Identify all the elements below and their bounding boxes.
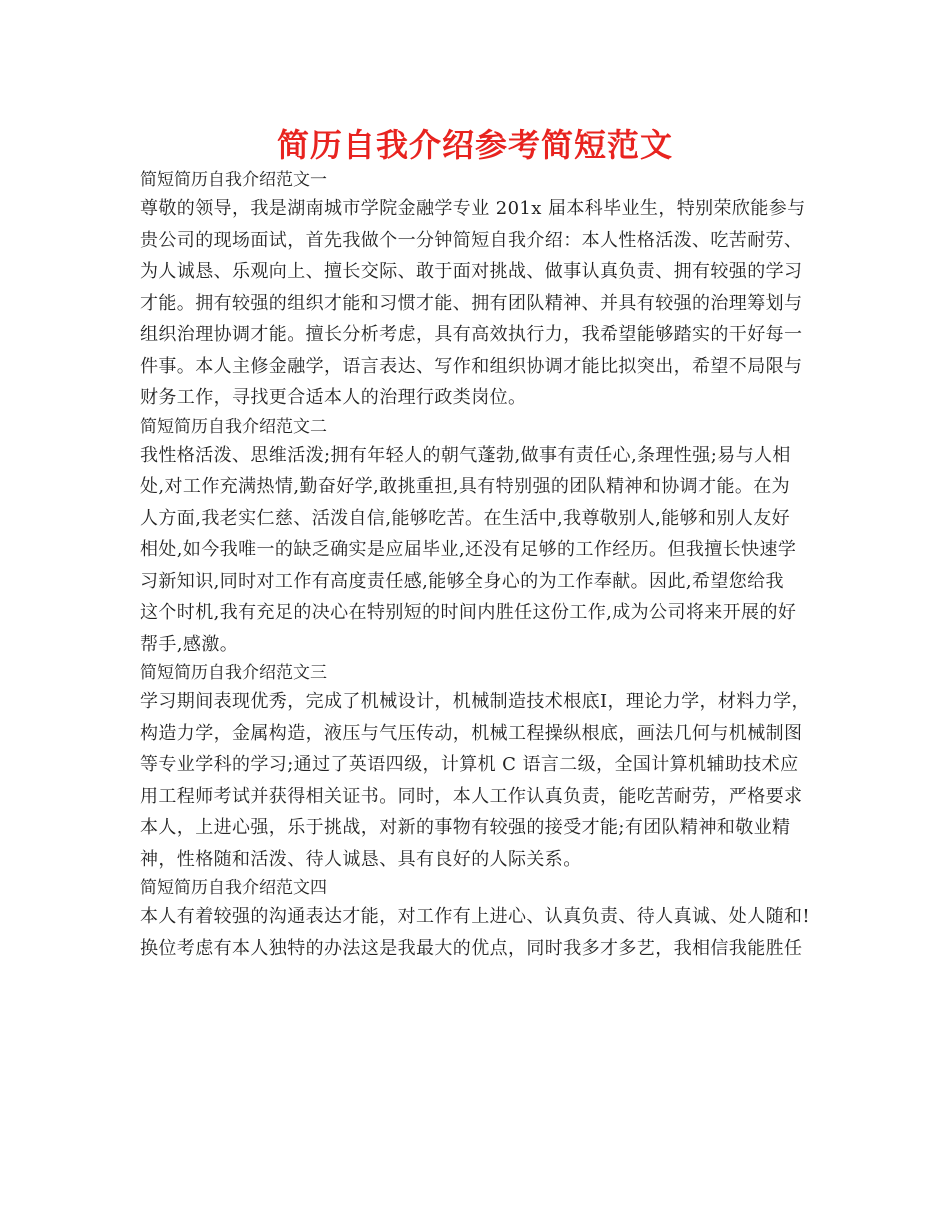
text-line: 组织治理协调才能。擅长分析考虑，具有高效执行力，我希望能够踏实的干好每一 <box>140 324 803 345</box>
text-line: 处,对工作充满热情,勤奋好学,敢挑重担,具有特别强的团队精神和协调才能。在为 <box>140 476 791 497</box>
section-paragraph-2 <box>140 440 816 661</box>
section-paragraph-4 <box>140 901 816 964</box>
section-heading-1: 简短简历自我介绍范文一 <box>140 170 327 190</box>
text-line: 尊敬的领导，我是湖南城市学院金融学专业 201x 届本科毕业生，特别荣欣能参与 <box>140 198 806 219</box>
text-line: 用工程师考试并获得相关证书。同时，本人工作认真负责，能吃苦耐劳，严格要求 <box>140 785 803 807</box>
text-line: 帮手,感激。 <box>140 633 239 655</box>
text-line: 件事。本人主修金融学，语言表达、写作和组织协调才能比拟突出，希望不局限与 <box>140 355 803 377</box>
text-line: 习新知识,同时对工作有高度责任感,能够全身心的为工作奉献。因此,希望您给我 <box>140 570 784 592</box>
text-line: 换位考虑有本人独特的办法这是我最大的优点，同时我多才多艺，我相信我能胜任 <box>140 937 803 959</box>
text-line: 为人诚恳、乐观向上、擅长交际、敢于面对挑战、做事认真负责、拥有较强的学习 <box>140 261 803 282</box>
document-title: 简历自我介绍参考简短范文 <box>276 126 673 164</box>
text-line: 本人，上进心强，乐于挑战，对新的事物有较强的接受才能;有团队精神和敬业精 <box>140 817 791 838</box>
text-line: 这个时机,我有充足的决心在特别短的时间内胜任这份工作,成为公司将来开展的好 <box>140 602 797 623</box>
section-heading-2: 简短简历自我介绍范文二 <box>140 416 327 437</box>
text-line: 本人有着较强的沟通表达才能，对工作有上进心、认真负责、待人真诚、处人随和! <box>140 906 811 927</box>
text-line: 人方面,我老实仁慈、活泼自信,能够吃苦。在生活中,我尊敬别人,能够和别人友好 <box>140 507 791 529</box>
text-line: 才能。拥有较强的组织才能和习惯才能、拥有团队精神、并具有较强的治理筹划与 <box>140 292 803 314</box>
text-line: 贵公司的现场面试，首先我做个一分钟简短自我介绍：本人性格活泼、吃苦耐劳、 <box>140 229 803 251</box>
text-line: 等专业学科的学习;通过了英语四级，计算机 C 语言二级，全国计算机辅助技术应 <box>140 754 799 775</box>
text-line: 相处,如今我唯一的缺乏确实是应届毕业,还没有足够的工作经历。但我擅长快速学 <box>140 539 797 560</box>
section-paragraph-3 <box>140 686 816 875</box>
section-paragraph-1 <box>140 193 816 414</box>
section-heading-3: 简短简历自我介绍范文三 <box>140 663 327 683</box>
text-line: 财务工作，寻找更合适本人的治理行政类岗位。 <box>140 387 527 408</box>
document-body <box>140 167 816 964</box>
text-line: 构造力学，金属构造，液压与气压传动，机械工程操纵根底，画法几何与机械制图 <box>140 722 803 744</box>
text-line: 我性格活泼、思维活泼;拥有年轻人的朝气蓬勃,做事有责任心,条理性强;易与人相 <box>140 444 791 466</box>
text-line: 学习期间表现优秀，完成了机械设计，机械制造技术根底Ⅰ，理论力学，材料力学， <box>140 691 810 712</box>
section-heading-4: 简短简历自我介绍范文四 <box>140 878 327 898</box>
text-line: 神，性格随和活泼、待人诚恳、具有良好的人际关系。 <box>140 848 582 870</box>
